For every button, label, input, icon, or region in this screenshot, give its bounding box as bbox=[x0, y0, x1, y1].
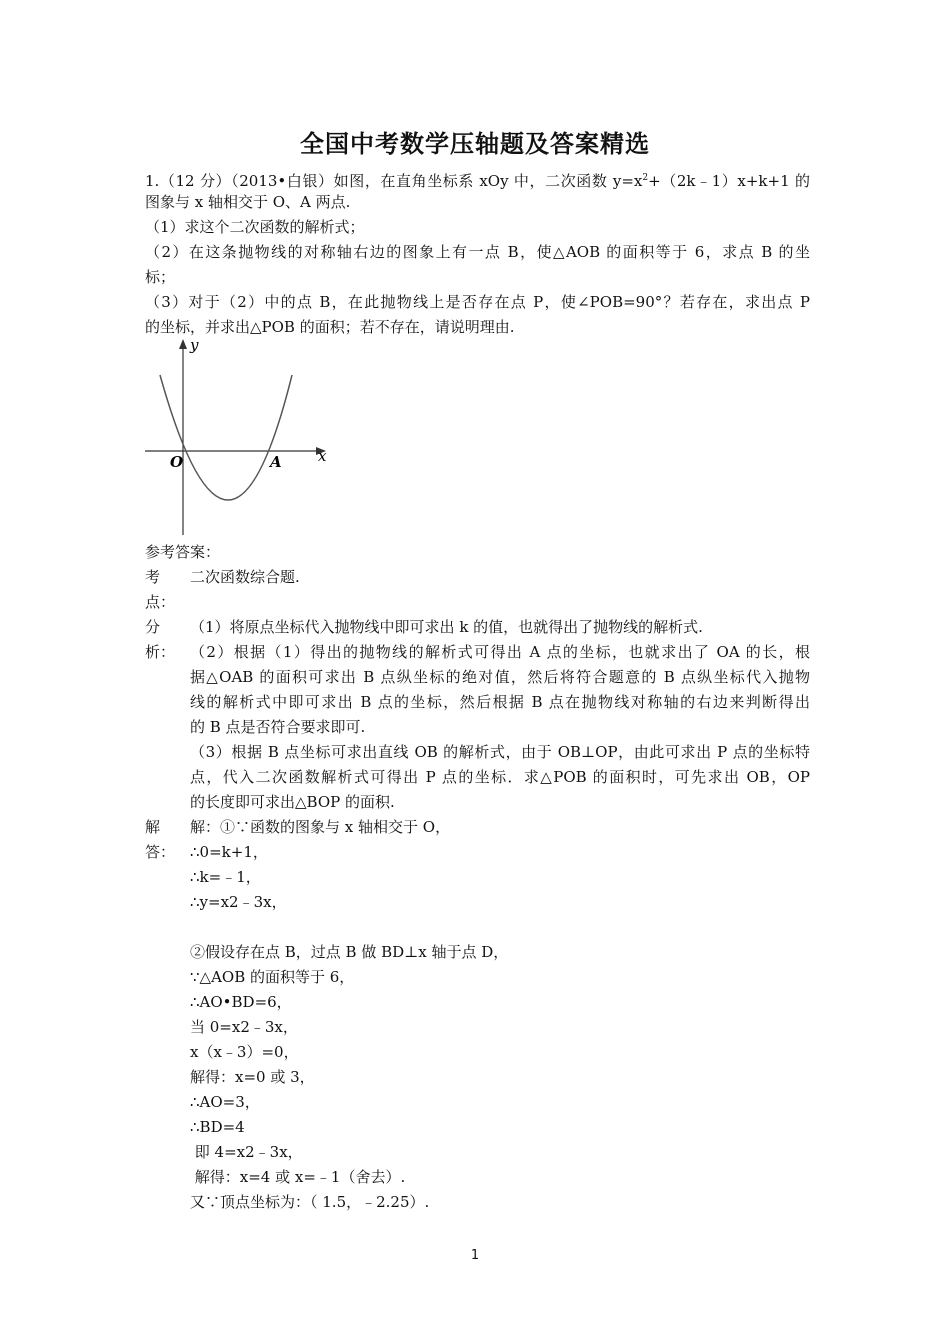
exponent: 2 bbox=[642, 173, 649, 183]
kaodian-label-1: 考 bbox=[145, 568, 161, 586]
solution-line: 又∵顶点坐标为：（ 1.5，﹣2.25）. bbox=[190, 1193, 430, 1211]
solution-line: ②假设存在点 B，过点 B 做 BD⊥x 轴于点 D， bbox=[190, 943, 509, 961]
page-title: 全国中考数学压轴题及答案精选 bbox=[300, 130, 650, 158]
solution-line: 解：①∵函数的图象与 x 轴相交于 O， bbox=[190, 818, 451, 836]
parabola-curve bbox=[160, 375, 292, 500]
fenxi-label-2: 析： bbox=[145, 643, 176, 661]
kaodian-text: 二次函数综合题. bbox=[190, 568, 300, 586]
solution-line: ∴y=x2﹣3x， bbox=[190, 893, 287, 911]
question-2: （2）在这条抛物线的对称轴右边的图象上有一点 B，使△AOB 的面积等于 6，求点 B 的坐 bbox=[145, 243, 810, 261]
parabola-figure bbox=[140, 335, 340, 540]
kaodian-label-2: 点： bbox=[145, 593, 176, 611]
fenxi-line: 线的解析式中即可求出 B 点的坐标，然后根据 B 点在抛物线对称轴的右边来判断得出 bbox=[190, 693, 810, 711]
solution-line: ∴AO=3， bbox=[190, 1093, 260, 1111]
solution-line: 即 4=x2﹣3x， bbox=[190, 1143, 303, 1161]
question-1: （1）求这个二次函数的解析式； bbox=[145, 218, 365, 236]
fenxi-line: （1）将原点坐标代入抛物线中即可求出 k 的值，也就得出了抛物线的解析式. bbox=[190, 618, 703, 636]
question-3: （3）对于（2）中的点 B，在此抛物线上是否存在点 P，使∠POB=90°？若存在，求出点 P bbox=[145, 293, 810, 311]
problem-line-2: 图象与 x 轴相交于 O、A 两点. bbox=[145, 193, 351, 211]
solution-line: x（x﹣3）=0， bbox=[190, 1043, 299, 1061]
fenxi-line: （2）根据（1）得出的抛物线的解析式可得出 A 点的坐标，也就求出了 OA 的长，根 bbox=[190, 643, 810, 661]
origin-label: O bbox=[170, 453, 184, 471]
fenxi-line: 据△OAB 的面积可求出 B 点纵坐标的绝对值，然后将符合题意的 B 点纵坐标代入抛物 bbox=[190, 668, 810, 686]
problem-line-1a: 1.（12 分）（2013•白银）如图，在直角坐标系 xOy 中，二次函数 y=x bbox=[145, 172, 643, 190]
question-2-cont: 标； bbox=[145, 268, 176, 286]
problem-line-1b: +（2k﹣1）x+k+1 的 bbox=[648, 172, 810, 190]
solution-line: ∴BD=4 bbox=[190, 1118, 245, 1136]
fenxi-line: 点，代入二次函数解析式可得出 P 点的坐标．求△POB 的面积时，可先求出 OB，OP bbox=[190, 768, 810, 786]
x-axis-label: x bbox=[318, 447, 327, 465]
solution-line: ∴0=k+1， bbox=[190, 843, 268, 861]
fenxi-line: 的长度即可求出△BOP 的面积. bbox=[190, 793, 395, 811]
page-number: 1 bbox=[470, 1248, 480, 1263]
question-3-cont: 的坐标，并求出△POB 的面积；若不存在，请说明理由. bbox=[145, 318, 515, 336]
problem-line-1 bbox=[145, 168, 810, 191]
jieda-label-1: 解 bbox=[145, 818, 161, 836]
fenxi-line: 的 B 点是否符合要求即可. bbox=[190, 718, 366, 736]
y-axis-label: y bbox=[190, 336, 199, 354]
solution-line: ∴AO•BD=6， bbox=[190, 993, 292, 1011]
fenxi-line: （3）根据 B 点坐标可求出直线 OB 的解析式，由于 OB⊥OP，由此可求出 P 点的坐标特 bbox=[190, 743, 810, 761]
answer-heading: 参考答案： bbox=[145, 543, 221, 561]
y-axis-arrow bbox=[179, 339, 187, 349]
solution-line: 解得：x=0 或 3， bbox=[190, 1068, 315, 1086]
solution-line: ∴k=﹣1， bbox=[190, 868, 261, 886]
solution-line: 当 0=x2﹣3x， bbox=[190, 1018, 298, 1036]
jieda-label-2: 答： bbox=[145, 843, 176, 861]
point-a-label: A bbox=[270, 453, 282, 471]
solution-line: ∵△AOB 的面积等于 6， bbox=[190, 968, 355, 986]
solution-line: 解得：x=4 或 x=﹣1（舍去）. bbox=[190, 1168, 406, 1186]
fenxi-label-1: 分 bbox=[145, 618, 161, 636]
